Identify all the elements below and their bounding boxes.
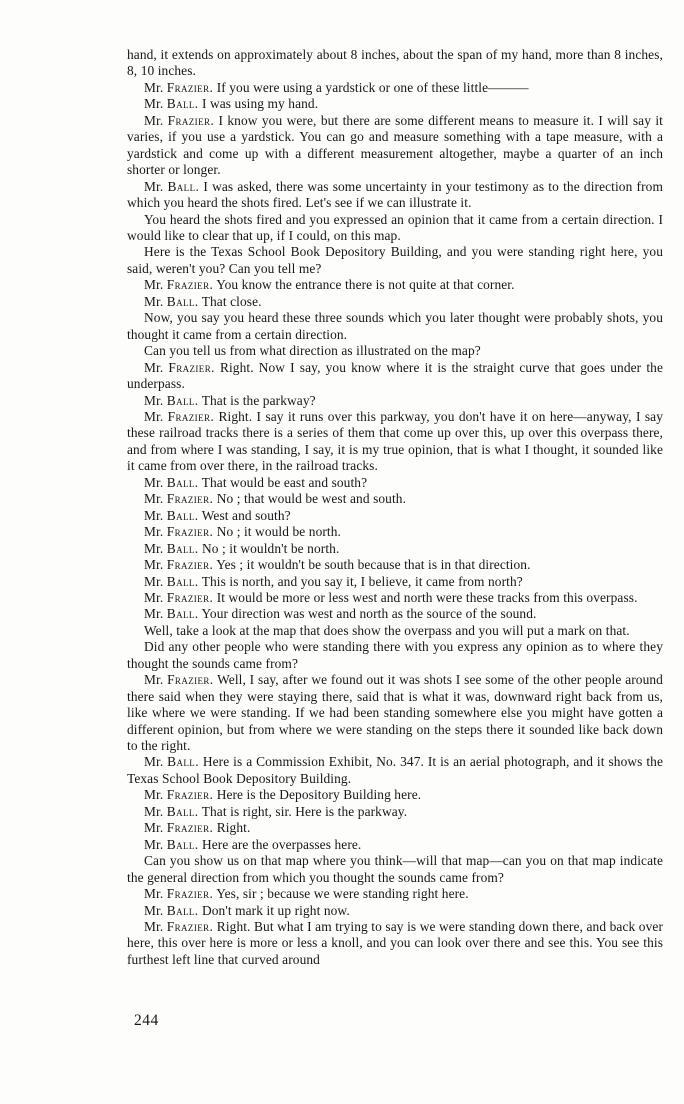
speaker-name: Ball.: [167, 178, 200, 194]
speaker-prefix: Mr.: [144, 491, 167, 507]
paragraph-text: If you were using a yardstick or one of these little———: [216, 79, 529, 95]
transcript-paragraph: [127, 804, 663, 820]
speaker-name: Ball.: [166, 540, 199, 556]
paragraph-text: Can you show us on that map where you think—will that map—can you on that map indicate the general direction from which you thought the sounds came from?: [127, 853, 663, 885]
speaker-name: Ball.: [167, 754, 199, 770]
speaker-name: Frazier.: [167, 672, 214, 688]
speaker-prefix: Mr.: [144, 803, 167, 819]
transcript-paragraph: [127, 212, 663, 245]
paragraph-text: No ; that would be west and south.: [216, 491, 407, 507]
transcript-paragraph: [127, 47, 663, 80]
paragraph-text: Here is a Commission Exhibit, No. 347. It is an aerial photograph, and it shows the Texas School Book Depository Building.: [127, 754, 663, 786]
transcript-paragraph: [127, 754, 663, 787]
transcript-paragraph: [127, 639, 663, 672]
paragraph-text: No ; it would be north.: [216, 524, 341, 540]
speaker-name: Ball.: [166, 573, 199, 589]
paragraph-text: hand, it extends on approximately about 8 inches, about the span of my hand, more than 8 inches, 8, 10 inches.: [127, 47, 663, 79]
paragraph-text: That is the parkway?: [201, 392, 316, 408]
paragraph-text: Can you tell us from what direction as illustrated on the map?: [144, 343, 481, 359]
speaker-prefix: Mr.: [144, 507, 167, 523]
paragraph-text: Here is the Texas School Book Depository Building, and you were standing right here, you said, weren't you? Can you tell me?: [127, 244, 663, 276]
speaker-prefix: Mr.: [144, 606, 167, 622]
transcript-paragraph: [127, 244, 663, 277]
speaker-name: Frazier.: [166, 919, 214, 935]
paragraph-text: Now, you say you heard these three sounds which you later thought were probably shots, you thought it came from a certain direction.: [127, 310, 663, 342]
transcript-paragraph: [127, 508, 663, 524]
speaker-name: Frazier.: [166, 787, 214, 803]
transcript-paragraph: [127, 557, 663, 573]
speaker-prefix: Mr.: [144, 754, 168, 770]
paragraph-text: You heard the shots fired and you expressed an opinion that it came from a certain direction. I would like to clear that up, if I could, on this map.: [127, 211, 663, 243]
speaker-prefix: Mr.: [144, 540, 167, 556]
speaker-name: Ball.: [166, 902, 199, 918]
speaker-prefix: Mr.: [144, 919, 167, 935]
transcript-paragraph: [127, 80, 663, 96]
speaker-prefix: Mr.: [144, 277, 167, 293]
speaker-prefix: Mr.: [144, 392, 167, 408]
transcript-paragraph: [127, 179, 663, 212]
transcript-paragraph: [127, 919, 663, 968]
speaker-name: Frazier.: [166, 524, 214, 540]
transcript-body: [127, 47, 663, 968]
transcript-paragraph: [127, 113, 663, 179]
speaker-prefix: Mr.: [144, 672, 168, 688]
transcript-paragraph: [127, 491, 663, 507]
speaker-name: Ball.: [166, 606, 199, 622]
paragraph-text: That is right, sir. Here is the parkway.: [201, 803, 408, 819]
transcript-paragraph: [127, 343, 663, 359]
transcript-paragraph: [127, 672, 663, 754]
paragraph-text: Here is the Depository Building here.: [216, 787, 422, 803]
paragraph-text: I was using my hand.: [201, 96, 319, 112]
speaker-name: Ball.: [166, 474, 199, 490]
transcript-paragraph: [127, 886, 663, 902]
transcript-paragraph: [127, 393, 663, 409]
speaker-name: Ball.: [166, 96, 199, 112]
speaker-name: Frazier.: [167, 408, 215, 424]
speaker-name: Frazier.: [166, 277, 214, 293]
transcript-paragraph: [127, 96, 663, 112]
paragraph-text: Did any other people who were standing there with you express any opinion as to where they thought the sounds came from?: [127, 639, 663, 671]
speaker-prefix: Mr.: [144, 557, 167, 573]
speaker-name: Frazier.: [166, 79, 214, 95]
paragraph-text: Your direction was west and north as the source of the sound.: [201, 606, 537, 622]
speaker-name: Frazier.: [166, 491, 214, 507]
paragraph-text: This is north, and you say it, I believe, it came from north?: [201, 573, 523, 589]
transcript-paragraph: [127, 853, 663, 886]
paragraph-text: You know the entrance there is not quite at that corner.: [216, 277, 515, 293]
transcript-paragraph: [127, 310, 663, 343]
speaker-name: Ball.: [166, 507, 199, 523]
paragraph-text: Right.: [216, 820, 251, 836]
paragraph-text: Right. Now I say, you know where it is the straight curve that goes under the underpass.: [127, 359, 663, 392]
speaker-prefix: Mr.: [144, 836, 167, 852]
speaker-prefix: Mr.: [144, 589, 167, 605]
speaker-name: Ball.: [166, 803, 199, 819]
speaker-name: Ball.: [166, 293, 199, 309]
transcript-paragraph: [127, 277, 663, 293]
paragraph-text: Yes, sir ; because we were standing right here.: [216, 886, 469, 902]
speaker-name: Frazier.: [168, 359, 215, 375]
speaker-prefix: Mr.: [144, 524, 167, 540]
transcript-paragraph: [127, 360, 663, 393]
paragraph-text: That close.: [201, 293, 262, 309]
speaker-prefix: Mr.: [144, 408, 168, 424]
transcript-paragraph: [127, 524, 663, 540]
page-number: 244: [134, 1012, 159, 1029]
speaker-name: Frazier.: [166, 820, 214, 836]
speaker-prefix: Mr.: [144, 79, 167, 95]
speaker-name: Frazier.: [166, 557, 214, 573]
speaker-prefix: Mr.: [144, 359, 169, 375]
paragraph-text: I was asked, there was some uncertainty in your testimony as to the direction from which you heard the shots fired. Let's see if we can illustrate it.: [127, 178, 663, 211]
paragraph-text: Well, I say, after we found out it was shots I see some of the other people around there said when they were staying there, said that is what it was, downward right back from us, like where we were standing. If we had been standing somewhere else you might have gotten a different opinion, but from where we were standing on the steps there it sounded like back down to the right.: [127, 672, 663, 754]
speaker-name: Frazier.: [166, 886, 214, 902]
paragraph-text: West and south?: [201, 507, 291, 523]
paragraph-text: It would be more or less west and north were these tracks from this overpass.: [216, 589, 638, 605]
speaker-prefix: Mr.: [144, 787, 167, 803]
paragraph-text: Yes ; it wouldn't be south because that is in that direction.: [216, 557, 531, 573]
speaker-prefix: Mr.: [144, 820, 167, 836]
transcript-paragraph: [127, 623, 663, 639]
speaker-prefix: Mr.: [144, 902, 167, 918]
speaker-prefix: Mr.: [144, 573, 167, 589]
speaker-prefix: Mr.: [144, 96, 167, 112]
transcript-paragraph: [127, 590, 663, 606]
paragraph-text: No ; it wouldn't be north.: [201, 540, 340, 556]
speaker-prefix: Mr.: [144, 474, 167, 490]
speaker-name: Ball.: [166, 392, 199, 408]
paragraph-text: I know you were, but there are some different means to measure it. I will say it varies, if you use a yardstick. You can go and measure something with a tape measure, with a yardstick and come up with a different measurement altogether, maybe a quarter of an inch shorter or longer.: [127, 112, 664, 178]
paragraph-text: Well, take a look at the map that does show the overpass and you will put a mark on that.: [144, 622, 630, 638]
paragraph-text: Right. I say it runs over this parkway, you don't have it on here—anyway, I say these railroad tracks there is a series of them that come up over this, up over this overpass there, and from where I was standing, I say, it is my true opinion, that is what I thought, it sounded like it came from over there, in the railroad tracks.: [127, 408, 663, 474]
speaker-prefix: Mr.: [144, 112, 168, 128]
transcript-paragraph: [127, 294, 663, 310]
paragraph-text: That would be east and south?: [201, 474, 368, 490]
transcript-paragraph: [127, 820, 663, 836]
transcript-paragraph: [127, 903, 663, 919]
speaker-prefix: Mr.: [144, 178, 168, 194]
speaker-prefix: Mr.: [144, 293, 167, 309]
transcript-paragraph: [127, 606, 663, 622]
transcript-paragraph: [127, 475, 663, 491]
transcript-paragraph: [127, 574, 663, 590]
speaker-name: Frazier.: [166, 589, 214, 605]
transcript-paragraph: [127, 541, 663, 557]
paragraph-text: Right. But what I am trying to say is we were standing down there, and back over here, this over here is more or less a knoll, and you can look over there and see this. You see this furthest left line that curved around: [127, 919, 663, 967]
transcript-paragraph: [127, 409, 663, 475]
transcript-paragraph: [127, 837, 663, 853]
speaker-name: Frazier.: [167, 112, 215, 128]
speaker-prefix: Mr.: [144, 886, 167, 902]
paragraph-text: Here are the overpasses here.: [201, 836, 362, 852]
speaker-name: Ball.: [166, 836, 199, 852]
paragraph-text: Don't mark it up right now.: [201, 902, 350, 918]
transcript-paragraph: [127, 787, 663, 803]
